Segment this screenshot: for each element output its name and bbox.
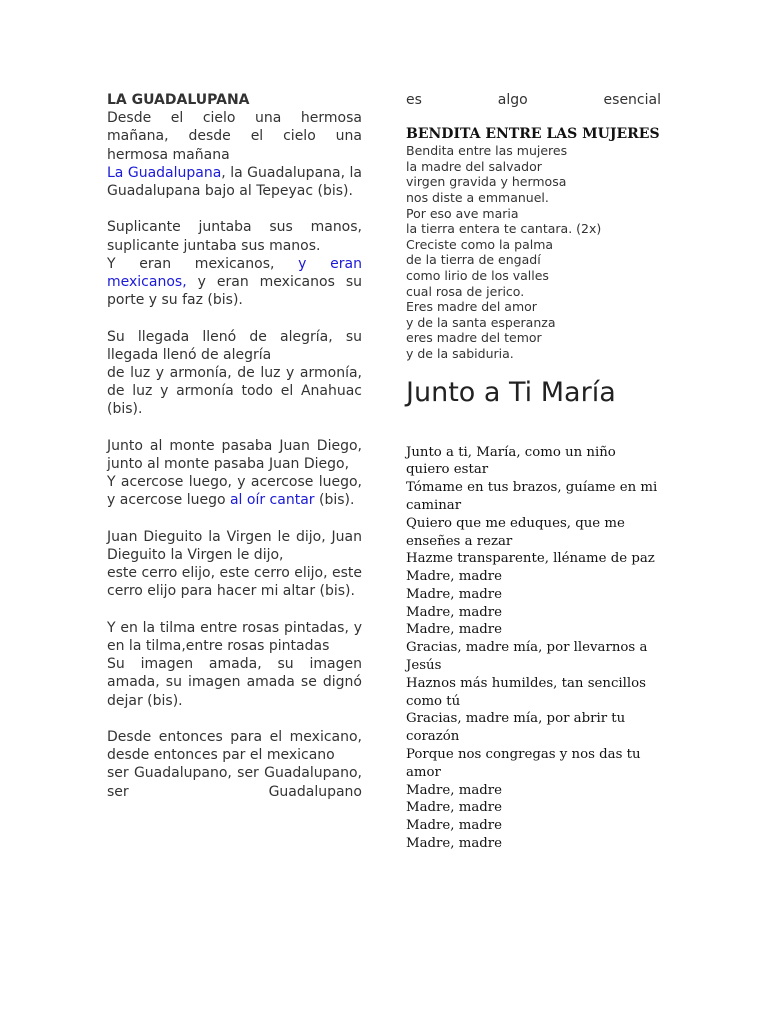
- stanza-line: este cerro elijo, este cerro elijo, este cerro elijo para hacer mi altar (bis).: [107, 565, 362, 600]
- lyric-line: Bendita entre las mujeres: [406, 143, 568, 159]
- lyric-line: Madre, madre: [406, 782, 503, 798]
- lyric-line: Eres madre del amor: [406, 299, 537, 315]
- line-text: Y eran mexicanos,: [107, 255, 275, 272]
- lyric-line: Haznos más humildes, tan sencillos como tú: [406, 675, 646, 709]
- lyric-line: nos diste a emmanuel.: [406, 189, 549, 205]
- stanza-line: Su imagen amada, su imagen amada, su imagen amada se dignó dejar (bis).: [107, 656, 362, 709]
- highlighted-text: al oír cantar: [225, 492, 315, 509]
- stanza-3: [107, 328, 362, 419]
- stanza-line: Junto al monte pasaba Juan Diego, junto al monte pasaba Juan Diego,: [107, 437, 362, 473]
- lyric-line: Tómame en tus brazos, guíame en mi caminar: [406, 480, 658, 513]
- line-text: y eran mexicanos su porte y su faz (bis).: [107, 274, 362, 309]
- line-text: (bis).: [314, 492, 355, 509]
- lyric-line: Madre, madre: [406, 800, 503, 816]
- lyric-line: de la tierra de engadí: [406, 252, 541, 268]
- stanza-5: [107, 528, 362, 601]
- highlighted-text: La Guadalupana: [107, 164, 222, 181]
- lyric-line: eres madre del temor: [406, 330, 542, 346]
- stanza-line: Y en la tilma entre rosas pintadas, y en la tilma,entre rosas pintadas: [107, 619, 362, 655]
- song-title-junto-a-ti: Junto a Ti María: [406, 376, 616, 408]
- right-column: [406, 91, 661, 853]
- stanza-7: [107, 728, 362, 801]
- lyric-line: Junto a ti, María, como un niño quiero estar: [406, 444, 616, 478]
- lyric-line: virgen gravida y hermosa: [406, 174, 567, 190]
- stanza-line: [107, 164, 362, 200]
- lyric-line: Porque nos congregas y nos das tu amor: [406, 747, 641, 780]
- lyric-line: Gracias, madre mía, por abrir tu corazón: [406, 711, 626, 745]
- bendita-lyrics: [406, 143, 661, 361]
- stanza-line: [107, 255, 362, 310]
- line-text: , la Guadalupana, la Guadalupana bajo al Tepeyac (bis).: [107, 164, 362, 200]
- stanza-line: Desde el cielo una hermosa mañana, desde el cielo una hermosa mañana: [107, 110, 362, 163]
- left-column: [107, 91, 362, 801]
- line-text: Y acercose luego, y acercose luego, y acercose luego: [107, 474, 362, 509]
- stanza-line: Juan Dieguito la Virgen le dijo, Juan Dieguito la Virgen le dijo,: [107, 528, 362, 564]
- lyric-line: Madre, madre: [406, 569, 503, 585]
- lyric-line: la madre del salvador: [406, 158, 542, 174]
- song-title-la-guadalupana: LA GUADALUPANA: [107, 92, 250, 108]
- continued-line: es algo esencial: [406, 92, 661, 108]
- lyric-line: Quiero que me eduques, que me enseñes a rezar: [406, 515, 625, 549]
- stanza-line: [107, 473, 362, 509]
- lyric-line: y de la sabiduria.: [406, 345, 514, 361]
- highlighted-text: y eran mexicanos,: [107, 255, 362, 291]
- stanza-line: Desde entonces para el mexicano, desde entonces par el mexicano: [107, 729, 362, 764]
- stanza-line: ser Guadalupano, ser Guadalupano, ser Guadalupano: [107, 765, 362, 800]
- lyric-line: Gracias, madre mía, por llevarnos a Jesús: [406, 640, 648, 674]
- lyric-line: Madre, madre: [406, 622, 503, 638]
- lyric-line: Madre, madre: [406, 604, 503, 620]
- lyric-line: la tierra entera te cantara. (2x): [406, 221, 602, 237]
- lyric-line: Madre, madre: [406, 818, 503, 834]
- lyric-line: Hazme transparente, lléname de paz: [406, 551, 655, 567]
- lyric-line: como lirio de los valles: [406, 267, 549, 283]
- stanza-1: [107, 91, 362, 200]
- lyric-line: cual rosa de jerico.: [406, 283, 525, 299]
- lyric-line: Madre, madre: [406, 586, 503, 602]
- stanza-6: [107, 619, 362, 710]
- lyric-line: Madre, madre: [406, 836, 503, 852]
- stanza-line: de luz y armonía, de luz y armonía, de luz y armonía todo el Anahuac (bis).: [107, 365, 362, 418]
- lyric-line: Por eso ave maria: [406, 205, 519, 221]
- lyric-line: Creciste como la palma: [406, 236, 554, 252]
- stanza-line: Suplicante juntaba sus manos, suplicante juntaba sus manos.: [107, 219, 362, 254]
- song-title-bendita: BENDITA ENTRE LAS MUJERES: [406, 126, 660, 143]
- lyric-line: y de la santa esperanza: [406, 314, 556, 330]
- stanza-line: Su llegada llenó de alegría, su llegada llenó de alegría: [107, 328, 362, 363]
- stanza-2: [107, 218, 362, 309]
- junto-lyrics: [406, 444, 661, 853]
- stanza-4: [107, 437, 362, 510]
